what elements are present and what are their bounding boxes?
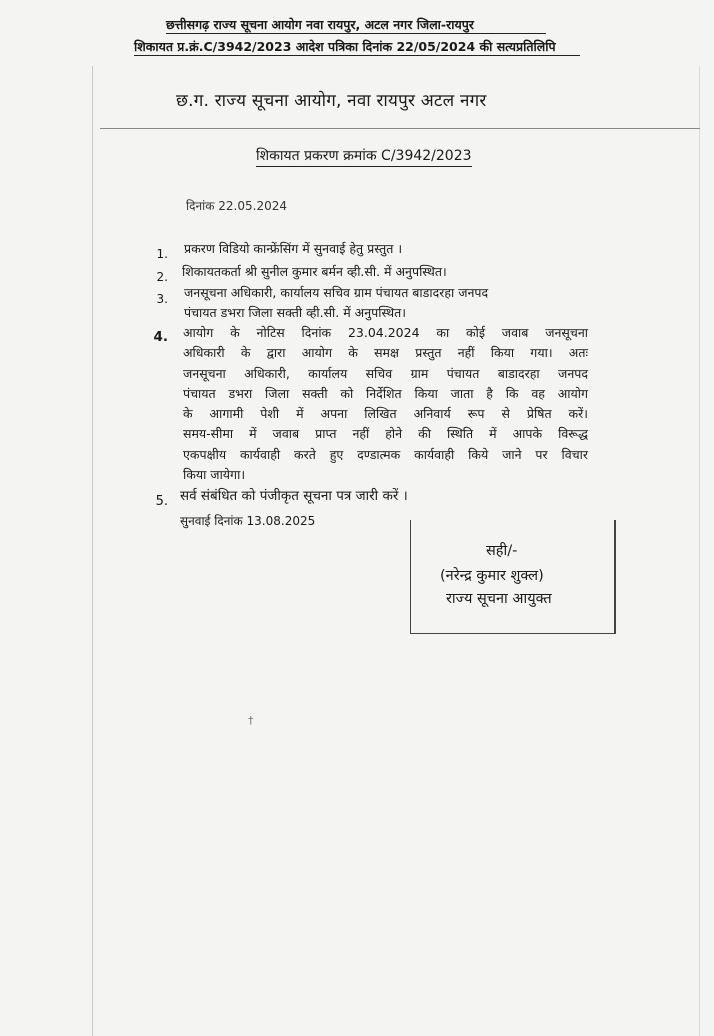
scan-speck: † bbox=[248, 714, 254, 727]
item-text bbox=[184, 283, 589, 323]
item-number: 3. bbox=[156, 292, 168, 306]
item-text: शिकायतकर्ता श्री सुनील कुमार बर्मन व्ही.सी. में अनुपस्थित। bbox=[182, 264, 447, 279]
item-line: एकपक्षीय कार्यवाही करते हुए दण्डात्मक कार्यवाही किये जाने पर विचार bbox=[183, 446, 588, 462]
case-title: शिकायत प्रकरण क्रमांक C/3942/2023 bbox=[256, 146, 472, 167]
item-text: प्रकरण विडियो कान्फ्रेंसिंग में सुनवाई हेतु प्रस्तुत । bbox=[184, 241, 403, 256]
commission-title: छ.ग. राज्य सूचना आयोग, नवा रायपुर अटल नगर bbox=[176, 91, 487, 111]
item-number: 4. bbox=[153, 329, 168, 345]
item-number: 5. bbox=[155, 494, 168, 509]
header-divider bbox=[100, 128, 700, 129]
item-line: जनसूचना अधिकारी, कार्यालय सचिव ग्राम पंचायत बाडादरहा जनपद bbox=[184, 285, 489, 300]
item-number: 1. bbox=[156, 247, 168, 261]
signatory-designation: राज्य सूचना आयुक्त bbox=[446, 591, 552, 607]
page-left-edge bbox=[92, 66, 93, 1036]
signatory-name: (नरेन्द्र कुमार शुक्ल) bbox=[440, 568, 544, 584]
item-number: 2. bbox=[156, 270, 168, 284]
item-line: आयोग के नोटिस दिनांक 23.04.2024 का कोई जवाब जनसूचना bbox=[183, 325, 588, 340]
item-text bbox=[183, 323, 588, 485]
item-text: सर्व संबंधित को पंजीकृत सूचना पत्र जारी करें । bbox=[180, 488, 408, 504]
item-line: पंचायत डभरा जिला सक्ती को निर्देशित किया जाता है कि वह आयोग bbox=[183, 385, 588, 401]
hearing-date: सुनवाई दिनांक 13.08.2025 bbox=[180, 514, 316, 528]
item-line: अधिकारी के द्वारा आयोग के समक्ष प्रस्तुत नहीं किया गया। अतः bbox=[183, 345, 588, 361]
order-date: दिनांक 22.05.2024 bbox=[186, 199, 287, 213]
page-right-edge bbox=[699, 66, 700, 1036]
signature-signed: सही/- bbox=[486, 543, 518, 559]
certified-copy-header-line1: छत्तीसगढ़ राज्य सूचना आयोग नवा रायपुर, अटल नगर जिला-रायपुर bbox=[166, 16, 546, 34]
certified-copy-header-line2: शिकायत प्र.क्रं.C/3942/2023 आदेश पत्रिका दिनांक 22/05/2024 की सत्यप्रतिलिपि bbox=[134, 38, 580, 56]
item-line: पंचायत डभरा जिला सक्ती व्ही.सी. में अनुपस्थित। bbox=[184, 305, 406, 320]
item-line: किया जायेगा। bbox=[183, 467, 246, 483]
item-line: के आगामी पेशी में अपना लिखित अनिवार्य रूप से प्रेषित करें। bbox=[183, 406, 588, 422]
item-line: समय-सीमा में जवाब प्राप्त नहीं होने की स्थिति में आपके विरूद्ध bbox=[183, 426, 588, 442]
item-line: जनसूचना अधिकारी, कार्यालय सचिव ग्राम पंचायत बाडादरहा जनपद bbox=[183, 365, 588, 381]
